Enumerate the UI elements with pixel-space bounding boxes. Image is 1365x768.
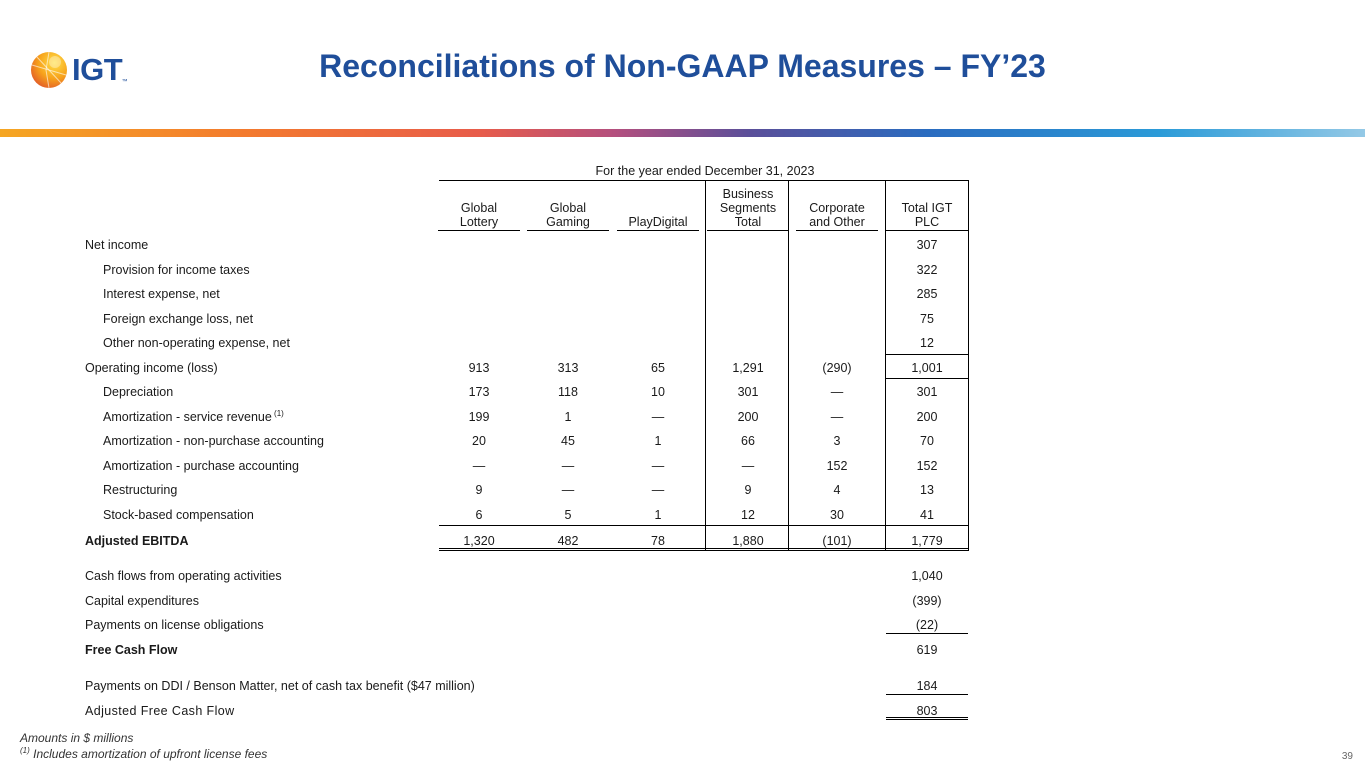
cashflow-label: Free Cash Flow (85, 643, 178, 657)
row-label-text: Interest expense, net (103, 287, 220, 301)
col-header-line: Global (549, 201, 587, 215)
row-label-text: Stock-based compensation (103, 508, 254, 522)
col-header-total-igt-plc (887, 201, 967, 229)
row-label (103, 336, 290, 350)
row-label (85, 238, 148, 252)
table-cell: 41 (920, 508, 934, 522)
page-number: 39 (1341, 751, 1353, 762)
row-label-text: Depreciation (103, 385, 174, 399)
table-cell: — (561, 483, 575, 497)
table-cell: 45 (561, 434, 575, 448)
rule-before-ebitda (439, 525, 969, 526)
table-cell: 313 (557, 361, 579, 375)
table-cell: 307 (916, 238, 938, 252)
table-cell: 5 (564, 508, 572, 522)
cashflow-value: 1,040 (911, 569, 943, 583)
cashflow-value: (22) (915, 618, 939, 632)
table-cell: 1 (564, 410, 572, 424)
row-label (103, 434, 324, 448)
logo-wordmark: IGT ™ (72, 52, 128, 87)
table-cell: 200 (737, 410, 759, 424)
col-header-line: Total IGT (901, 201, 953, 215)
row-label-text: Amortization - purchase accounting (103, 459, 299, 473)
table-cell: 30 (830, 508, 844, 522)
col-header-line: Gaming (546, 215, 590, 229)
table-cell: 9 (475, 483, 483, 497)
col-header-line: and Other (809, 215, 865, 229)
table-cell: — (830, 385, 844, 399)
column-divider (705, 180, 706, 551)
row-label (85, 534, 188, 548)
row-label (103, 312, 253, 326)
cashflow-label: Adjusted Free Cash Flow (85, 704, 235, 718)
table-cell: 482 (557, 534, 579, 548)
column-divider (968, 180, 969, 551)
col-header-line: Segments (719, 201, 777, 215)
cashflow-value: (399) (912, 594, 942, 608)
rule-ddi (886, 694, 968, 695)
table-cell: — (472, 459, 486, 473)
rule-after-operating (885, 378, 968, 379)
row-label (103, 385, 173, 399)
table-cell: 70 (920, 434, 934, 448)
row-label (103, 459, 299, 473)
cashflow-label: Cash flows from operating activities (85, 569, 282, 583)
row-label-text: Adjusted EBITDA (85, 534, 189, 548)
table-cell: 322 (916, 263, 938, 277)
table-cell: — (651, 459, 665, 473)
table-cell: 1,880 (732, 534, 764, 548)
col-header-underline (707, 230, 789, 231)
rule-operating-income (885, 354, 968, 355)
col-header-playdigital (618, 215, 698, 229)
table-cell: 1,001 (911, 361, 943, 375)
table-cell: 4 (833, 483, 841, 497)
table-cell: — (651, 483, 665, 497)
table-cell: 152 (916, 459, 938, 473)
table-cell: 10 (651, 385, 665, 399)
col-header-underline (617, 230, 699, 231)
table-cell: 12 (741, 508, 755, 522)
table-cell: 285 (916, 287, 938, 301)
column-divider (885, 180, 886, 551)
header-top-rule (439, 180, 969, 181)
row-label (103, 410, 284, 424)
cashflow-value: 184 (916, 679, 938, 693)
table-cell: 301 (916, 385, 938, 399)
table-cell: — (651, 410, 665, 424)
table-cell: 301 (737, 385, 759, 399)
table-cell: 200 (916, 410, 938, 424)
row-label-text: Operating income (loss) (85, 361, 218, 375)
amounts-note: Amounts in $ millions (20, 731, 134, 745)
table-cell: (290) (822, 361, 852, 375)
col-header-global-gaming (528, 201, 608, 229)
table-cell: 6 (475, 508, 483, 522)
col-header-line: Corporate (809, 201, 865, 215)
reconciliation-table (85, 0, 1365, 768)
col-header-line: Total (734, 215, 762, 229)
row-label-text: Provision for income taxes (103, 263, 250, 277)
row-label (85, 361, 218, 375)
row-label-text: Other non-operating expense, net (103, 336, 290, 350)
row-label-text: Foreign exchange loss, net (103, 312, 254, 326)
cashflow-value: 619 (916, 643, 938, 657)
table-cell: 12 (920, 336, 934, 350)
table-cell: 1,779 (911, 534, 943, 548)
table-cell: 65 (651, 361, 665, 375)
rule-license (886, 633, 968, 634)
col-header-business-segments-total (708, 187, 788, 229)
col-header-underline (438, 230, 520, 231)
footnote-1: $^{(1)}$ Includes amortization of upfront license fees (20, 746, 268, 761)
table-cell: — (561, 459, 575, 473)
table-cell: 1,291 (732, 361, 764, 375)
col-header-underline (527, 230, 609, 231)
table-cell: (101) (822, 534, 852, 548)
col-header-line: Global (460, 201, 498, 215)
row-label (103, 483, 177, 497)
table-cell: 78 (651, 534, 665, 548)
col-header-line: Lottery (459, 215, 499, 229)
row-label-text: Amortization - non-purchase accounting (103, 434, 324, 448)
row-label (103, 263, 250, 277)
rule-ebitda-double (439, 548, 969, 551)
col-header-line: PLC (914, 215, 940, 229)
column-divider (788, 180, 789, 551)
table-cell: 1 (654, 434, 662, 448)
period-header: For the year ended December 31, 2023 (595, 164, 815, 178)
table-cell: 1 (654, 508, 662, 522)
table-cell: — (741, 459, 755, 473)
table-cell: 913 (468, 361, 490, 375)
table-cell: 173 (468, 385, 490, 399)
row-label (103, 508, 254, 522)
col-header-underline (796, 230, 878, 231)
row-label-text: Amortization - service revenue (103, 410, 272, 424)
row-label-text: Restructuring (103, 483, 178, 497)
table-cell: 3 (833, 434, 841, 448)
table-cell: 66 (741, 434, 755, 448)
table-cell: 13 (920, 483, 934, 497)
footnote-marker: (1) (271, 408, 284, 418)
row-label (103, 287, 220, 301)
col-header-underline (886, 230, 968, 231)
table-cell: 152 (826, 459, 848, 473)
col-header-line: Business (722, 187, 774, 201)
table-cell: 1,320 (463, 534, 495, 548)
row-label-text: Net income (85, 238, 149, 252)
rule-adjusted-fcf-double (886, 717, 968, 720)
table-cell: 9 (744, 483, 752, 497)
cashflow-label: Payments on license obligations (85, 618, 264, 632)
col-header-line: PlayDigital (628, 215, 688, 229)
table-cell: 199 (468, 410, 490, 424)
page-title: Reconciliations of Non-GAAP Measures – FY’23 (319, 48, 1046, 84)
table-cell: 118 (558, 385, 578, 399)
table-cell: 20 (472, 434, 486, 448)
col-header-corporate-and-other (797, 201, 877, 229)
table-cell: 75 (920, 312, 934, 326)
cashflow-label: Capital expenditures (85, 594, 199, 608)
table-cell: — (830, 410, 844, 424)
cashflow-value: 803 (916, 704, 938, 718)
col-header-global-lottery (439, 201, 519, 229)
cashflow-label: Payments on DDI / Benson Matter, net of cash tax benefit ($47 million) (85, 679, 475, 693)
